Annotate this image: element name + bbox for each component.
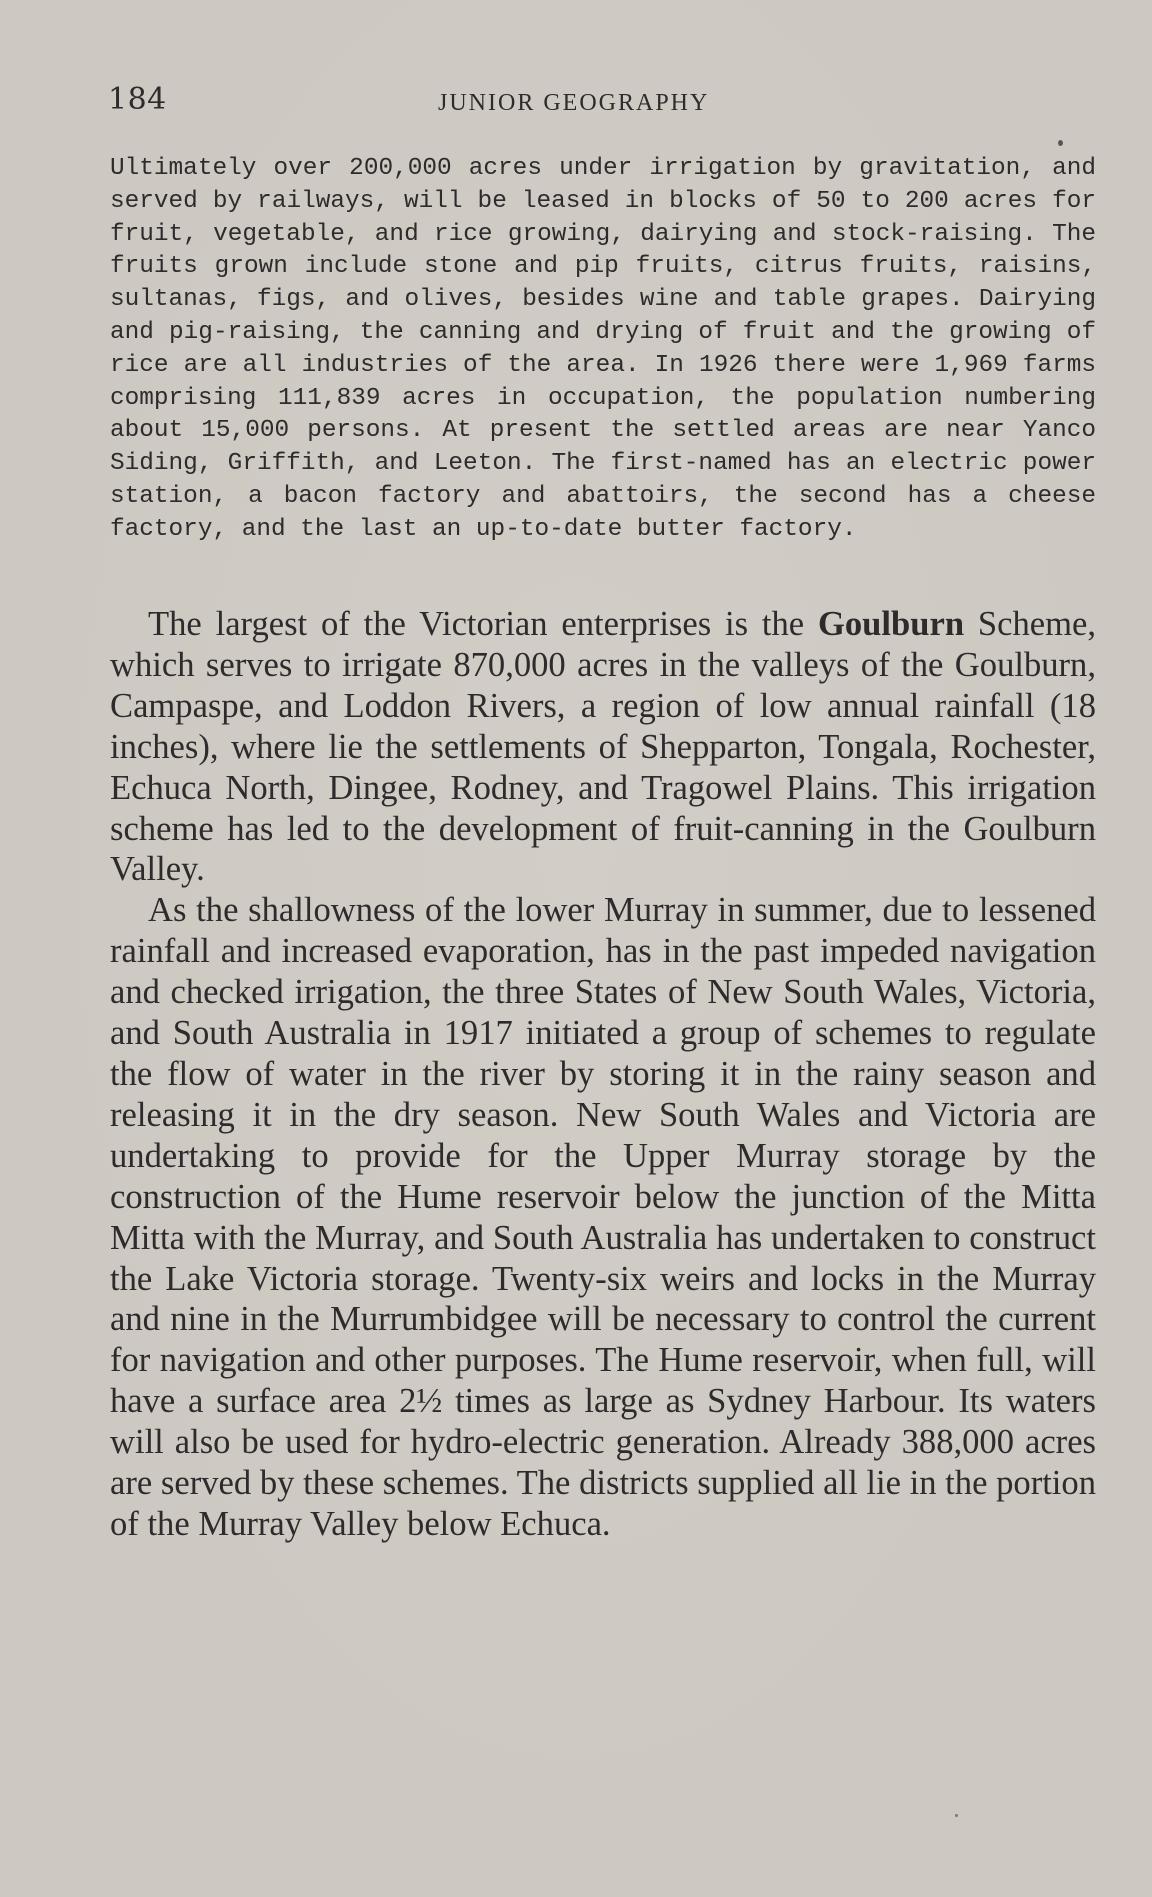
ink-speck <box>955 1814 958 1817</box>
paragraph-goulburn <box>110 604 1096 890</box>
bold-term: Goulburn <box>818 605 965 643</box>
small-print-paragraph: Ultimately over 200,000 acres under irrigation by gravitation, and served by railways, will be leased in blocks of 50 to 200 acres for fruit, vegetable, and rice growing, dairying and stock-raising. The fruits grown include stone and pip fruits, citrus fruits, raisins, sultanas, figs, and olives, besides wine and table grapes. Dairying and pig-raising, the canning and drying of fruit and the growing of rice are all industries of the area. In 1926 there were 1,969 farms comprising 111,839 acres in occupation, the population numbering about 15,000 persons. At present the settled areas are near Yanco Siding, Griffith, and Leeton. The first-named has an electric power station, a bacon factory and abattoirs, the second has a cheese factory, and the last an up-to-date butter factory. <box>110 155 1096 543</box>
paragraph-murray: As the shallowness of the lower Murray in summer, due to lessened rainfall and increased evaporation, has in the past impeded navigation and checked irrigation, the three States of New South Wales, Victoria, and South Australia in 1917 initiated a group of schemes to regulate the flow of water in the river by storing it in the rainy season and releasing it in the dry season. New South Wales and Victoria are undertaking to provide for the Upper Murray storage by the construction of the Hume reservoir below the junction of the Mitta Mitta with the Murray, and South Australia has undertaken to construct the Lake Victoria storage. Twenty-six weirs and locks in the Murray and nine in the Murrumbidgee will be necessary to control the current for navigation and other purposes. The Hume reservoir, when full, will have a surface area 2½ times as large as Sydney Harbour. Its waters will also be used for hydro-electric generation. Already 388,000 acres are served by these schemes. The districts supplied all lie in the portion of the Murray Valley below Echuca. <box>110 891 1096 1543</box>
ink-speck <box>1058 140 1063 146</box>
paragraph-text: The largest of the Victorian enterprises is the <box>148 605 818 643</box>
main-text <box>110 604 1096 1545</box>
page-number: 184 <box>108 82 167 117</box>
running-head: JUNIOR GEOGRAPHY <box>438 90 710 116</box>
paragraph-text: Scheme, which serves to irrigate 870,000 acres in the valleys of the Goulburn, Campaspe, and Loddon Rivers, a region of low annual rainfall (18 inches), where lie the settlements of Shepparton, Tongala, Rochester, Echuca North, Dingee, Rodney, and Tragowel Plains. This irrigation scheme has led to the development of fruit-canning in the Goulburn Valley. <box>110 605 1097 889</box>
page-header <box>108 82 1058 122</box>
